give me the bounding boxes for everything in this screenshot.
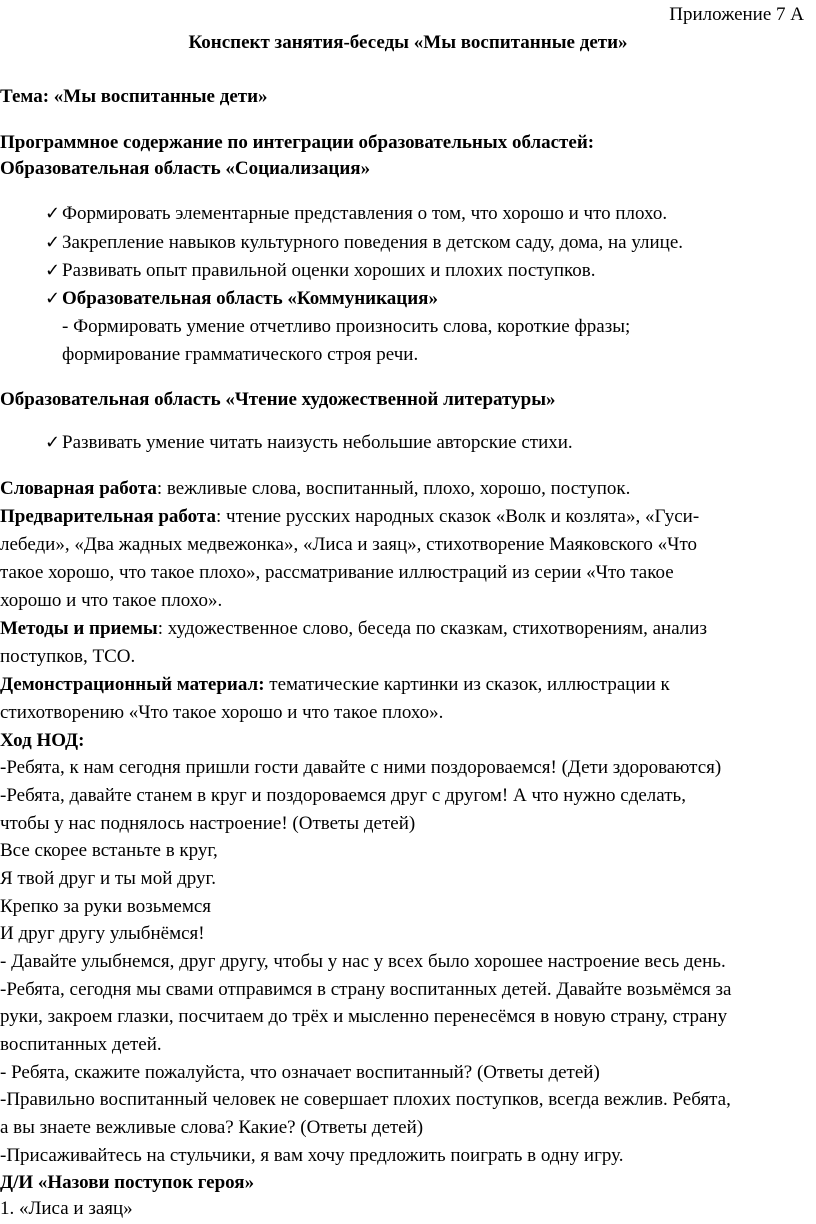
game-item: 1. «Лиса и заяц» xyxy=(0,1198,133,1219)
methods-line xyxy=(0,618,707,640)
course-line: -Ребята, давайте станем в круг и поздороваемся друг с другом! А что нужно сделать, xyxy=(0,785,686,806)
preliminary-label: Предварительная работа xyxy=(0,506,216,527)
checkmark-icon: ✓ xyxy=(45,432,61,453)
course-line: -Ребята, сегодня мы свами отправимся в страну воспитанных детей. Давайте возьмёмся за xyxy=(0,979,732,1000)
course-line: -Присаживайтесь на стульчики, я вам хочу предложить поиграть в одну игру. xyxy=(0,1145,624,1166)
vocabulary-text: : вежливые слова, воспитанный, плохо, хорошо, поступок. xyxy=(156,478,631,499)
course-line: Крепко за руки возьмемся xyxy=(0,896,212,917)
demo-label: Демонстрационный материал: xyxy=(0,674,265,695)
bullet-item: Формировать элементарные представления о том, что хорошо и что плохо. xyxy=(62,203,668,224)
course-line: - Ребята, скажите пожалуйста, что означает воспитанный? (Ответы детей) xyxy=(0,1062,600,1083)
program-heading: Программное содержание по интеграции образовательных областей: xyxy=(0,132,595,153)
preliminary-line xyxy=(0,506,699,528)
course-line: -Правильно воспитанный человек не совершает плохих поступков, всегда вежлив. Ребята, xyxy=(0,1089,731,1110)
course-line: - Давайте улыбнемся, друг другу, чтобы у нас у всех было хорошее настроение весь день. xyxy=(0,951,726,972)
vocabulary-line xyxy=(0,478,630,500)
vocabulary-label: Словарная работа xyxy=(0,478,157,499)
communication-line: - Формировать умение отчетливо произносить слова, короткие фразы; xyxy=(62,316,631,337)
area-communication: Образовательная область «Коммуникация» xyxy=(62,288,438,309)
checkmark-icon: ✓ xyxy=(45,203,61,224)
methods-line: поступков, ТСО. xyxy=(0,646,136,667)
preliminary-text: : чтение русских народных сказок «Волк и козлята», «Гуси- xyxy=(216,506,700,527)
course-line: руки, закроем глазки, посчитаем до трёх и мысленно перенесёмся в новую страну, страну xyxy=(0,1006,728,1027)
checkmark-icon: ✓ xyxy=(45,232,61,253)
bullet-item: Развивать умение читать наизусть небольшие авторские стихи. xyxy=(62,432,573,453)
topic-line: Тема: «Мы воспитанные дети» xyxy=(0,86,268,107)
area-reading: Образовательная область «Чтение художественной литературы» xyxy=(0,389,556,410)
demo-text: тематические картинки из сказок, иллюстрации к xyxy=(264,674,670,695)
preliminary-line: такое хорошо, что такое плохо», рассматривание иллюстраций из серии «Что такое xyxy=(0,562,674,583)
bullet-item: Закрепление навыков культурного поведения в детском саду, дома, на улице. xyxy=(62,232,683,253)
area-socialization: Образовательная область «Социализация» xyxy=(0,158,371,179)
document-title: Конспект занятия-беседы «Мы воспитанные дети» xyxy=(188,32,628,53)
game-heading: Д/И «Назови поступок героя» xyxy=(0,1172,255,1193)
checkmark-icon: ✓ xyxy=(45,260,61,281)
demo-line: стихотворению «Что такое хорошо и что такое плохо». xyxy=(0,702,444,723)
communication-line: формирование грамматического строя речи. xyxy=(62,344,419,365)
methods-text: : художественное слово, беседа по сказкам, стихотворениям, анализ xyxy=(157,618,707,639)
checkmark-icon: ✓ xyxy=(45,288,61,309)
bullet-item: Развивать опыт правильной оценки хороших и плохих поступков. xyxy=(62,260,596,281)
course-line: чтобы у нас поднялось настроение! (Ответы детей) xyxy=(0,813,416,834)
course-line: Все скорее встаньте в круг, xyxy=(0,840,218,861)
course-line: а вы знаете вежливые слова? Какие? (Ответы детей) xyxy=(0,1117,424,1138)
course-line: -Ребята, к нам сегодня пришли гости давайте с ними поздороваемся! (Дети здороваются) xyxy=(0,757,722,778)
course-line: воспитанных детей. xyxy=(0,1034,162,1055)
demo-line xyxy=(0,674,670,696)
appendix-label: Приложение 7 А xyxy=(669,4,804,25)
course-line: Я твой друг и ты мой друг. xyxy=(0,868,216,889)
methods-label: Методы и приемы xyxy=(0,618,158,639)
course-heading: Ход НОД: xyxy=(0,730,85,751)
preliminary-line: лебеди», «Два жадных медвежонка», «Лиса и заяц», стихотворение Маяковского «Что xyxy=(0,534,698,555)
course-line: И друг другу улыбнёмся! xyxy=(0,923,205,944)
preliminary-line: хорошо и что такое плохо». xyxy=(0,590,223,611)
